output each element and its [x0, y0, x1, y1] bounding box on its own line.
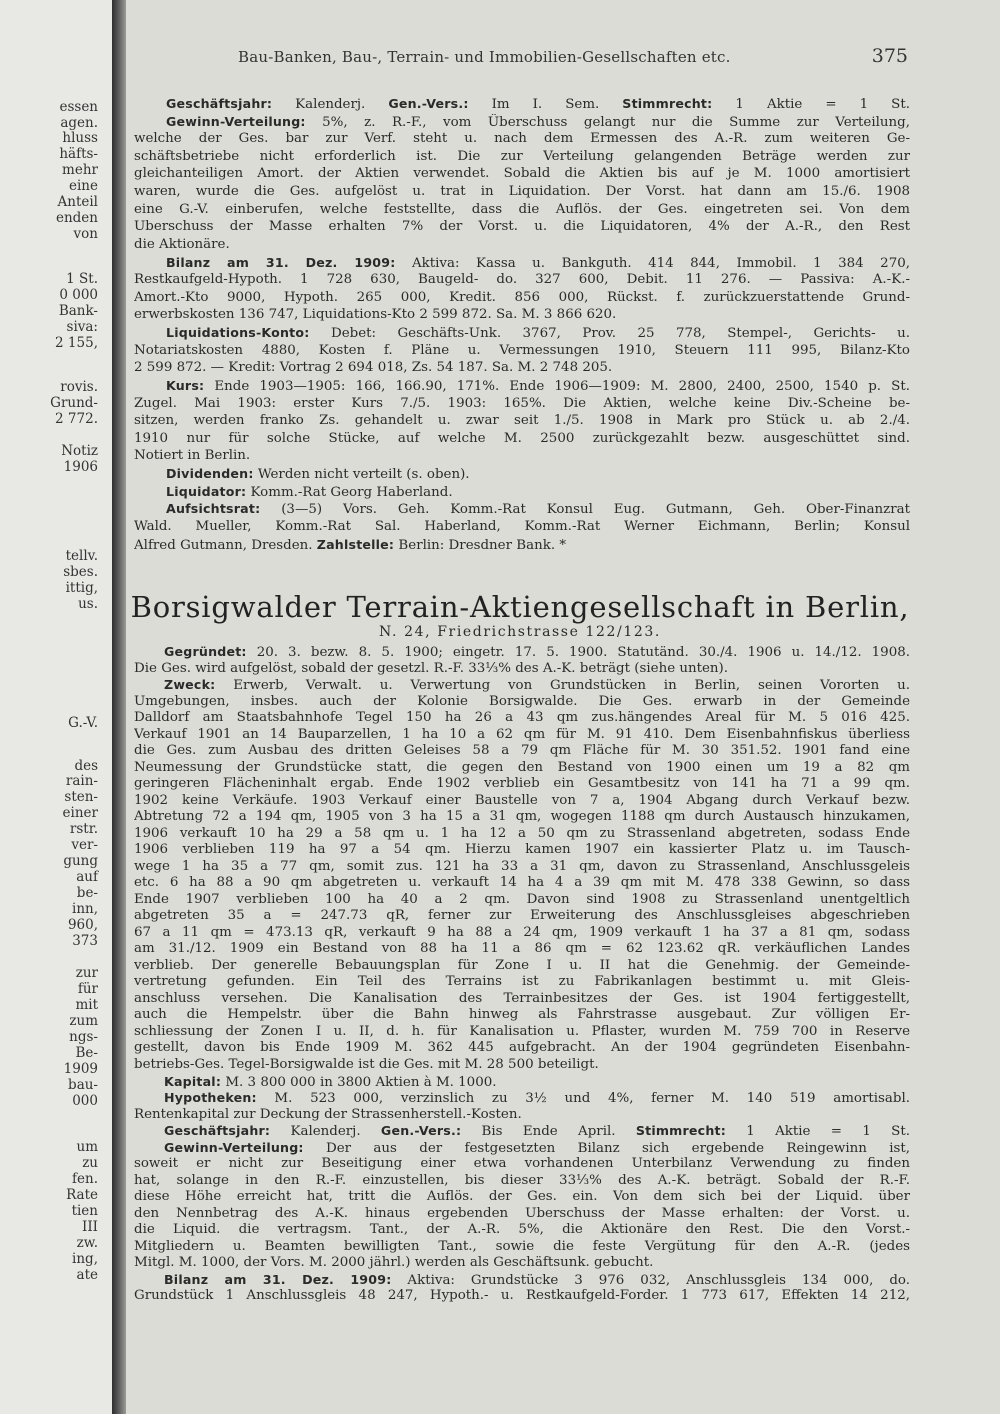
gutter-fragment: fen. [72, 1171, 98, 1187]
field-label: Bilanz am 31. Dez. 1909: [166, 254, 396, 270]
text-line [134, 826, 910, 842]
field-text: geringeren Flächeninhalt ergab. Ende 1902 verblieb ein Gesamtbesitz von 141 ha 71 a 99 qm. [134, 776, 910, 792]
field-text: Notiert in Berlin. [134, 448, 251, 464]
text-line [134, 859, 910, 875]
page-number: 375 [871, 45, 908, 67]
article-2-title: Borsigwalder Terrain-Aktiengesellschaft in Berlin, [130, 590, 910, 624]
gutter-fragment: III [82, 1219, 98, 1235]
field-label: Zahlstelle: [316, 536, 395, 552]
field-label: Gewinn-Verteilung: [166, 113, 306, 129]
field-text: Verkauf 1901 an 14 Bauparzellen, 1 ha 10 a 62 qm für M. 91 410. Dem Eisenbahnfiskus überliess [134, 726, 910, 742]
field-text: Der aus der festgesetzten Bilanz sich ergebende Reingewinn ist, [303, 1140, 910, 1156]
field-label: Gegründet: [164, 644, 247, 659]
gutter-fragment: Bank- [58, 303, 98, 319]
gutter-fragment: einer [62, 805, 98, 821]
field-text: verblieb. Der generelle Bebauungsplan für Zone I u. II hat die Genehmig. der Gemeinde- [134, 957, 910, 973]
text-line [134, 974, 910, 990]
gutter-fragment: 0 000 [59, 287, 98, 303]
gutter-fragment: essen [59, 99, 98, 115]
text-line [134, 537, 910, 554]
text-line [134, 1239, 910, 1255]
field-label: Aufsichtsrat: [166, 501, 261, 517]
field-label: Stimmrecht: [622, 96, 713, 111]
gutter-fragment: 000 [72, 1093, 98, 1109]
field-text: Debet: Geschäfts-Unk. 3767, Prov. 25 778, Stempel-, Gerichts- u. [309, 326, 910, 342]
previous-page-margin [0, 0, 112, 1414]
field-text: Aktiva: Kassa u. Bankguth. 414 844, Immobil. 1 384 270, [395, 255, 910, 271]
text-line [134, 1090, 910, 1107]
gutter-fragment: 2 155, [55, 335, 98, 351]
text-line [134, 219, 910, 235]
gutter-fragment: siva: [66, 319, 98, 335]
text-line [134, 1057, 910, 1073]
field-label: Kurs: [166, 377, 205, 393]
field-text: 2 599 872. — Kredit: Vortrag 2 694 018, Zs. 54 187. Sa. M. 2 748 205. [134, 360, 613, 376]
field-label: Geschäftsjahr: [166, 96, 273, 111]
book-binding-shadow [112, 0, 126, 1414]
gutter-fragment: ate [76, 1267, 98, 1283]
text-line [134, 431, 910, 447]
field-text: 1902 keine Verkäufe. 1903 Verkauf einer Baustelle von 7 a, 1904 Abgang durch Verkauf bezw. [134, 792, 910, 808]
gutter-fragment: agen. [60, 115, 98, 131]
text-line [134, 272, 910, 288]
text-line [134, 1024, 910, 1040]
field-label: Dividenden: [166, 466, 254, 482]
gutter-fragment: 1906 [63, 459, 98, 475]
gutter-fragment: häfts- [59, 146, 98, 162]
text-line [134, 114, 910, 131]
text-line [134, 1040, 910, 1056]
field-text: Amort.-Kto 9000, Hypoth. 265 000, Kredit. 856 000, Rückst. f. zurückzuerstattende Grund- [134, 289, 910, 305]
running-header: Bau-Banken, Bau-, Terrain- und Immobilien-Gesellschaften etc. [238, 48, 731, 66]
field-text: Dalldorf am Staatsbahnhofe Tegel 150 ha 26 a 43 qm zus.hängendes Areal für M. 5 016 425. [134, 710, 910, 726]
gutter-fragment: rstr. [69, 821, 98, 837]
field-text: Komm.-Rat Georg Haberland. [246, 484, 453, 500]
field-text: gestellt, davon bis Ende 1909 M. 362 445 aufgebracht. An der 1904 gegründeten Eisenbahn- [134, 1040, 910, 1056]
gutter-fragment: zum [69, 1013, 98, 1029]
field-text: Mitgl. M. 1000, der Vors. M. 2000 jährl.) werden als Geschäftsunk. gebucht. [134, 1255, 654, 1271]
field-label: Gewinn-Verteilung: [164, 1139, 304, 1155]
text-line [134, 644, 910, 661]
field-text: schliessung der Zonen I u. II, d. h. für Kanalisation u. Pflaster, wurden M. 759 700 in Reserve [134, 1023, 910, 1039]
text-line [134, 1288, 910, 1304]
field-text: eine G.-V. einberufen, welche feststellte, dass die Auflös. der Ges. eingetreten sei. Von dem [134, 201, 910, 217]
gutter-fragment: hluss [62, 130, 98, 146]
field-text: (3—5) Vors. Geh. Komm.-Rat Konsul Eug. Gutmann, Geh. Ober-Finanzrat [260, 502, 910, 518]
field-text: Restkaufgeld-Hypoth. 1 728 630, Baugeld- do. 327 600, Debit. 11 276. — Passiva: A.-K.- [134, 272, 910, 288]
field-label: Gen.-Vers.: [380, 1123, 462, 1139]
gutter-fragment: tien [71, 1203, 98, 1219]
text-line [134, 1222, 910, 1238]
field-text: Abtretung 72 a 194 qm, 1905 von 3 ha 15 a 31 qm, wogegen 1188 qm durch Austausch hinzukamen, [134, 809, 910, 825]
field-label: Hypotheken: [164, 1090, 257, 1106]
field-text: gleichanteiligen Amort. der Aktien verwendet. Sobald die Aktien bis auf je M. 1000 amortisiert [134, 166, 910, 182]
gutter-fragment: 1909 [63, 1061, 98, 1077]
text-line [134, 1107, 910, 1123]
text-line [134, 325, 910, 342]
field-text: Umgebungen, insbes. auch der Kolonie Borsigwalde. Die Ges. erwarb in der Gemeinde [134, 693, 910, 709]
text-line [134, 202, 910, 218]
gutter-fragment: 2 772. [55, 411, 98, 427]
gutter-fragment: mit [75, 997, 98, 1013]
field-label: Stimmrecht: [635, 1123, 726, 1139]
field-text: Ende 1903—1905: 166, 166.90, 171%. Ende 1906—1909: M. 2800, 2400, 2500, 1540 p. St. [204, 378, 910, 394]
text-line [134, 413, 910, 429]
field-text: Die Ges. wird aufgelöst, sobald der gesetzl. R.-F. 33⅓% des A.-K. beträgt (siehe unten). [134, 660, 729, 676]
text-line [134, 842, 910, 858]
text-line [134, 925, 910, 941]
field-text: Neumessung der Grundstücke statt, die gegen den Bestand von 1900 einen um 19 a 82 qm [134, 759, 910, 775]
text-line [134, 307, 910, 323]
field-text: Alfred Gutmann, Dresden. [134, 537, 317, 553]
text-line [134, 184, 910, 200]
text-line [134, 484, 910, 501]
text-line [134, 360, 910, 376]
field-text: sitzen, werden franko Zs. gehandelt u. zwar seit 1./5. 1908 in Mark pro Stück u. ab 2./4. [134, 413, 910, 429]
field-text: wege 1 ha 35 a 77 qm, somit zus. 121 ha 33 a 31 qm, davon zu Strassenland, Anschlussgeleis [134, 858, 910, 874]
field-text: hat, solange in den R.-F. einzustellen, bis dieser 33⅓% des A.-K. beträgt. Sobald der R.-F. [134, 1172, 910, 1188]
gutter-fragment: Be- [75, 1045, 98, 1061]
field-text: Notariatskosten 4880, Kosten f. Pläne u. Vermessungen 1910, Steuern 111 995, Bilanz-Kto [134, 342, 910, 358]
text-line [134, 892, 910, 908]
field-text: Erwerb, Verwalt. u. Verwertung von Grundstücken in Berlin, seinen Vororten u. [215, 678, 910, 694]
field-text: Kalenderj. [272, 97, 389, 112]
text-line [134, 149, 910, 165]
text-line [134, 396, 910, 412]
field-text: 1906 verkauft 10 ha 29 a 58 qm u. 1 ha 12 a 50 qm zu Strassenland abgetreten, sodass Ende [134, 825, 910, 841]
text-line [134, 1156, 910, 1172]
field-text: 1910 nur für solche Stücke, auf welche M. 2500 zurückgezahlt bezw. ausgeschüttet sind. [134, 430, 910, 446]
text-line [134, 466, 910, 483]
field-text: M. 523 000, verzinslich zu 3½ und 4%, ferner M. 140 519 amortisabl. [256, 1091, 910, 1107]
field-text: Im I. Sem. [468, 97, 623, 112]
text-line [134, 694, 910, 710]
text-line [134, 96, 910, 113]
text-line [134, 809, 910, 825]
gutter-fragment: tellv. [65, 548, 98, 564]
field-text: auch die Hempelstr. über die Bahn hinweg als Fahrstrasse ausgebaut. Zur völligen Er- [134, 1007, 910, 1023]
field-text: Rentenkapital zur Deckung der Strassenherstell.-Kosten. [134, 1106, 522, 1122]
text-line [134, 1206, 910, 1222]
text-line [134, 958, 910, 974]
field-text: Grundstück 1 Anschlussgleis 48 247, Hypoth.- u. Restkaufgeld-Forder. 1 773 617, Effekten 14 212, [134, 1288, 910, 1304]
text-line [134, 290, 910, 306]
field-text: Aktiva: Grundstücke 3 976 032, Anschlussgleis 134 000, do. [391, 1272, 910, 1288]
field-text: Werden nicht verteilt (s. oben). [253, 467, 470, 483]
field-text: etc. 6 ha 88 a 90 qm abgetreten u. verkauft 14 ha 4 a 39 qm mit M. 478 338 Gewinn, so dass [134, 875, 910, 891]
gutter-fragment: zu [82, 1155, 98, 1171]
gutter-fragment: rain- [65, 773, 98, 789]
field-text: anschluss versehen. Die Kanalisation des Terrainbesitzes der Ges. ist 1904 fertiggestellt, [134, 990, 910, 1006]
gutter-fragment: 960, [67, 917, 98, 933]
field-text: 1 Aktie = 1 St. [712, 97, 910, 112]
field-text: 20. 3. bezw. 8. 5. 1900; eingetr. 17. 5. 1900. Statutänd. 30./4. 1906 u. 14./12. 1908. [246, 645, 910, 660]
field-label: Bilanz am 31. Dez. 1909: [164, 1271, 392, 1287]
text-line [134, 661, 910, 677]
text-line [134, 743, 910, 759]
article-2-address: N. 24, Friedrichstrasse 122/123. [379, 624, 661, 640]
gutter-fragment: 373 [72, 933, 98, 949]
gutter-fragment: sten- [64, 789, 98, 805]
field-text: Berlin: Dresdner Bank. * [394, 537, 567, 553]
field-text: welche der Ges. bar zur Verf. steht u. nach dem Ermessen des A.-R. zum weiteren Ge- [134, 131, 910, 147]
gutter-fragment: 1 St. [66, 271, 98, 287]
text-line [134, 991, 910, 1007]
gutter-fragment: mehr [62, 162, 98, 178]
text-line [134, 727, 910, 743]
gutter-fragment: G.-V. [68, 715, 98, 731]
gutter-fragment: ing, [72, 1251, 98, 1267]
gutter-fragment: be- [76, 885, 98, 901]
field-text: M. 3 800 000 in 3800 Aktien à M. 1000. [221, 1074, 497, 1090]
field-text: Bis Ende April. [461, 1124, 636, 1140]
text-line [134, 908, 910, 924]
field-text: waren, wurde die Ges. aufgelöst u. trat in Liquidation. Der Vorst. hat dann am 15./6. 1908 [134, 184, 910, 200]
field-text: Mitgliedern u. Beamten bewilligten Tant., sowie die feste Vergütung für den A.-R. (jedes [134, 1238, 910, 1254]
gutter-fragment: Notiz [61, 443, 98, 459]
field-label: Zweck: [164, 677, 216, 693]
text-line [134, 131, 910, 147]
text-line [134, 1272, 910, 1289]
gutter-fragment: des [74, 758, 98, 774]
gutter-fragment: Anteil [57, 194, 98, 210]
gutter-fragment: von [73, 226, 98, 242]
text-line [134, 710, 910, 726]
gutter-fragment: ittig, [65, 580, 98, 596]
text-line [134, 1123, 910, 1140]
text-line [134, 875, 910, 891]
field-text: betriebs-Ges. Tegel-Borsigwalde ist die Ges. mit M. 28 500 beteiligt. [134, 1057, 599, 1072]
text-line [134, 343, 910, 359]
field-text: den Nennbetrag des A.-K. hinaus ergebenden Überschuss der Masse erhalten: der Vorst. u. [134, 1205, 910, 1221]
text-line [134, 1140, 910, 1157]
text-line [134, 1007, 910, 1023]
text-line [134, 1189, 910, 1205]
text-line [134, 448, 910, 464]
gutter-fragment: ver- [71, 837, 98, 853]
text-line [134, 237, 910, 253]
field-text: Wald. Mueller, Komm.-Rat Sal. Haberland, Komm.-Rat Werner Eichmann, Berlin; Konsul [134, 518, 910, 534]
field-text: schäftsbetriebe nicht erforderlich ist. Die zur Verteilung gelangenden Beträge werden zur [134, 148, 910, 164]
field-text: die Aktionäre. [134, 236, 230, 252]
field-text: abgetreten 35 a = 247.73 qR, ferner zur Erweiterung des Anschlussgleises abgeschrieben [134, 908, 910, 924]
text-line [134, 793, 910, 809]
gutter-fragment: us. [78, 596, 98, 612]
text-line [134, 1255, 910, 1271]
gutter-fragment: zw. [76, 1235, 98, 1251]
field-text: die Liquid. die vertragsm. Tant., der A.-R. 5%, die Aktionäre den Rest. Die den Vorst.- [134, 1222, 910, 1238]
text-line [134, 1074, 910, 1091]
gutter-fragment: um [76, 1139, 98, 1155]
field-text: Ende 1907 verblieben 100 ha 40 a 2 qm. Davon sind 1908 zu Strassenland unentgeltlich [134, 891, 910, 907]
gutter-fragment: Rate [66, 1187, 98, 1203]
field-text: Kalenderj. [270, 1124, 381, 1140]
text-line [134, 1173, 910, 1189]
field-text: Zugel. Mai 1903: erster Kurs 7./5. 1903: 165%. Die Aktien, welche keine Div.-Scheine be- [134, 395, 910, 411]
gutter-fragment: ngs- [69, 1029, 98, 1045]
text-line [134, 776, 910, 792]
text-line [134, 677, 910, 694]
text-line [134, 501, 910, 518]
field-label: Liquidations-Konto: [166, 325, 310, 341]
field-text: erwerbskosten 136 747, Liquidations-Kto 2 599 872. Sa. M. 3 866 620. [134, 307, 617, 323]
text-line [134, 378, 910, 395]
gutter-fragment: enden [55, 210, 98, 226]
field-label: Gen.-Vers.: [388, 96, 469, 111]
field-text: 1906 verblieben 119 ha 97 a 54 qm. Hierzu kamen 1907 ein kassierter Platz u. im Tausch- [134, 842, 910, 858]
field-text: 67 a 11 qm = 473.13 qR, verkauft 9 ha 88 a 24 qm, 1909 verkauft 1 ha 37 a 81 qm, sodass [134, 924, 910, 940]
text-line [134, 941, 910, 957]
field-text: 5%, z. R.-F., vom Überschuss gelangt nur die Summe zur Verteilung, [305, 114, 910, 130]
field-text: Überschuss der Masse erhalten 7% der Vorst. u. die Liquidatoren, 4% der A.-R., den Rest [134, 219, 910, 235]
gutter-fragment: bau- [68, 1077, 98, 1093]
field-label: Liquidator: [166, 483, 247, 499]
gutter-fragment: auf [76, 869, 98, 885]
text-line [134, 255, 910, 272]
gutter-fragment: zur [75, 965, 98, 981]
field-label: Geschäftsjahr: [164, 1123, 271, 1139]
gutter-fragment: inn, [72, 901, 98, 917]
field-text: am 31./12. 1909 ein Bestand von 88 ha 11 a 86 qm = 62 123.62 qR. verkäuflichen Landes [134, 941, 910, 957]
gutter-fragment: eine [69, 178, 98, 194]
field-label: Kapital: [164, 1073, 222, 1089]
text-line [134, 519, 910, 535]
field-text: vertretung gefunden. Ein Teil des Terrains ist zu Fabrikanlagen bestimmt u. mit Gleis- [134, 974, 910, 990]
gutter-fragment: für [77, 981, 98, 997]
field-text: 1 Aktie = 1 St. [725, 1124, 910, 1140]
field-text: die Ges. zum Ausbau des dritten Geleises 58 a 79 qm Fläche für M. 30 351.52. 1901 fand eine [134, 743, 910, 759]
field-text: soweit er nicht zur Beseitigung einer etwa vorhandenen Unterbilanz Verwendung zu finden [134, 1156, 910, 1172]
text-line [134, 760, 910, 776]
gutter-fragment: rovis. [60, 379, 98, 395]
field-text: diese Höhe erreicht hat, tritt die Auflös. der Ges. ein. Von dem sich bei der Liquid. über [134, 1189, 910, 1205]
text-line [134, 166, 910, 182]
gutter-fragment: gung [63, 853, 98, 869]
gutter-fragment: Grund- [50, 395, 98, 411]
gutter-fragment: sbes. [63, 564, 98, 580]
